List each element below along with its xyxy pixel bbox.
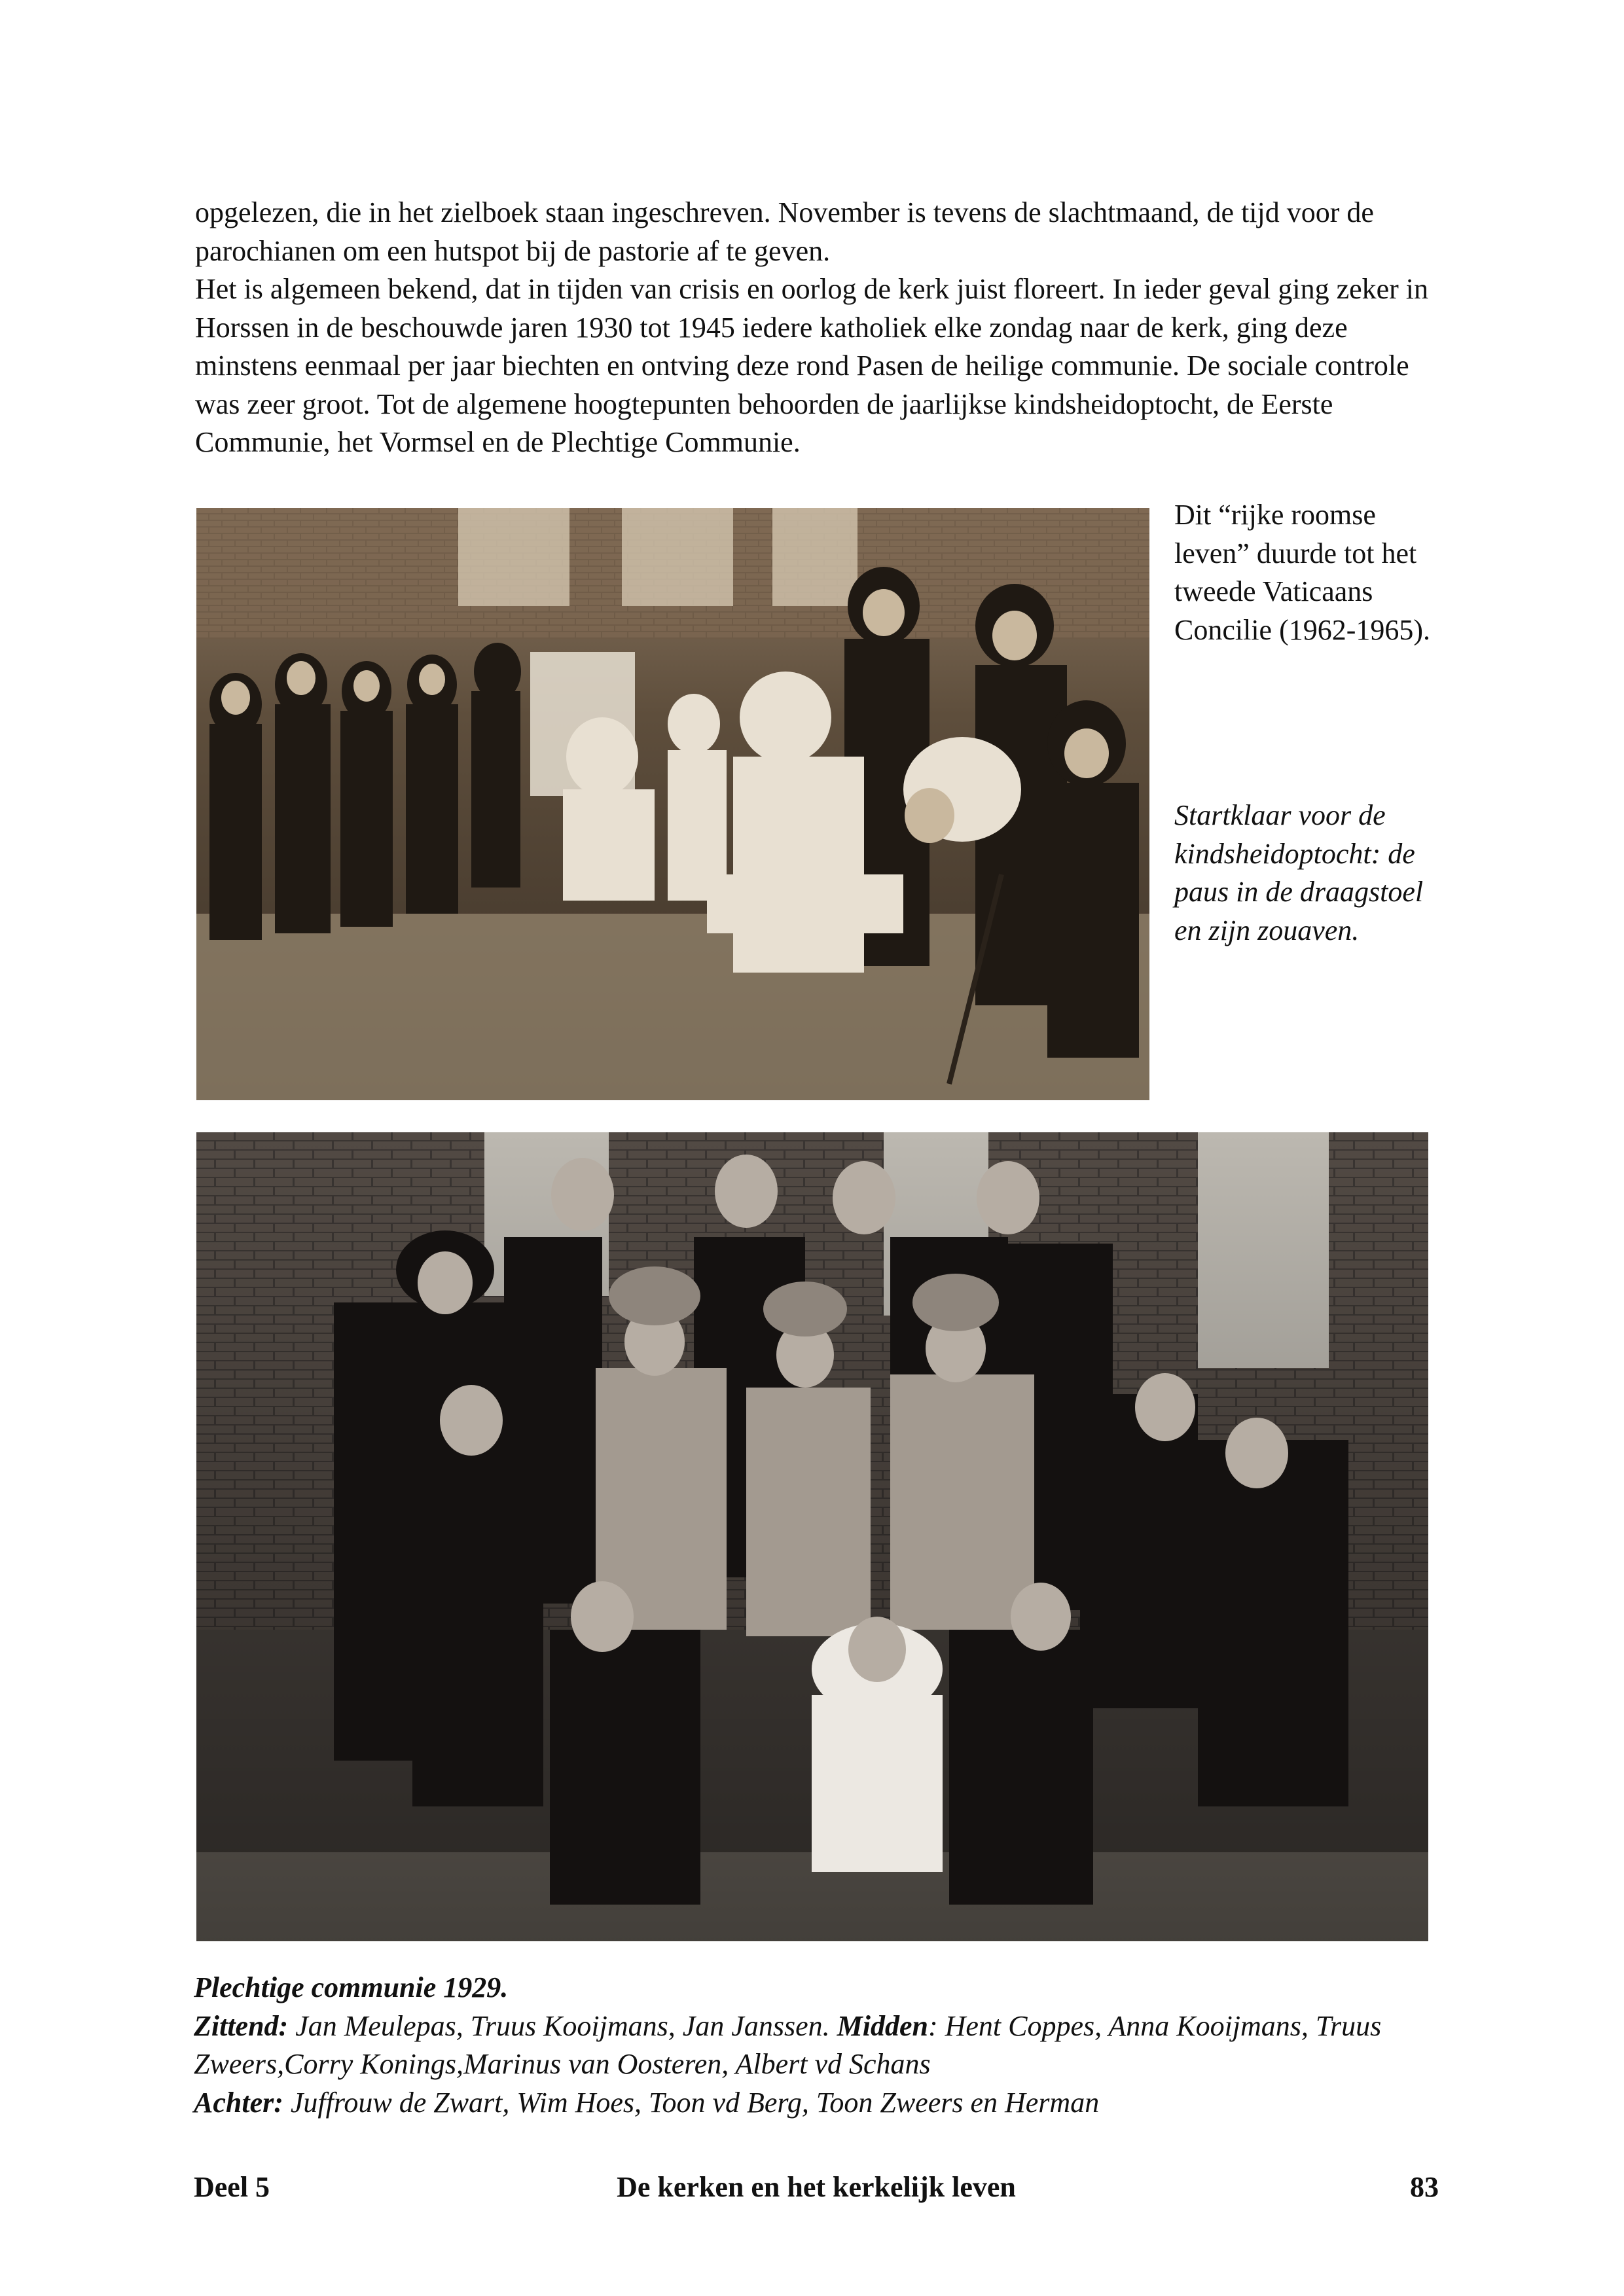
page-number: 83 (1410, 2171, 1439, 2203)
caption-title: Plechtige communie 1929. (194, 1971, 509, 2003)
procession-photo-caption: Startklaar voor de kindsheidoptocht: de paus in de draagstoel en zijn zouaven. (1174, 799, 1424, 946)
caption-seated-label: Zittend: (194, 2009, 289, 2042)
footer-part: Deel 5 (194, 2171, 270, 2203)
caption-back-names: Juffrouw de Zwart, Wim Hoes, Toon vd Berg, Toon Zweers en Herman (283, 2086, 1100, 2119)
body-text (195, 194, 1439, 462)
caption-names (194, 2007, 1437, 2084)
caption-back-label: Achter: (194, 2086, 283, 2119)
caption-middle-label: Midden (837, 2009, 928, 2042)
communion-group-photo-illustration (196, 1132, 1428, 1941)
caption-back-row (194, 2084, 1437, 2123)
page-footer (194, 2168, 1439, 2207)
procession-photo-illustration (196, 508, 1149, 1100)
caption-middle-names: : Hent Coppes, Anna Kooijmans, Truus Zweers,Corry Konings,Marinus van Oosteren, Albert vd Schans (194, 2009, 1382, 2080)
communion-group-photo (196, 1132, 1428, 1941)
sidebar-note (1174, 496, 1456, 649)
body-paragraph: opgelezen, die in het zielboek staan ingeschreven. November is tevens de slachtmaand, de tijd voor de parochianen om een hutspot bij de pastorie af te geven. (195, 196, 1374, 267)
group-photo-caption (194, 1969, 1437, 2122)
body-paragraph: Het is algemeen bekend, dat in tijden van crisis en oorlog de kerk juist floreert. In ieder geval ging zeker in Horssen in de beschouwde jaren 1930 tot 1945 iedere katholiek elke zondag naar de kerk, ging deze minstens eenmaal per jaar biechten en ontving deze rond Pasen de heilige communie. De sociale controle was zeer groot. Tot de algemene hoogtepunten behoorden de jaarlijkse kindsheidoptocht, de Eerste Communie, het Vormsel en de Plechtige Communie. (195, 273, 1429, 458)
caption-seated-names: Jan Meulepas, Truus Kooijmans, Jan Janssen. (288, 2009, 837, 2042)
sidebar-note-text: Dit “rijke roomse leven” duurde tot het tweede Vaticaans Concilie (1962-1965). (1174, 499, 1431, 646)
procession-photo (196, 508, 1149, 1100)
footer-chapter-title: De kerken en het kerkelijk leven (617, 2171, 1016, 2203)
